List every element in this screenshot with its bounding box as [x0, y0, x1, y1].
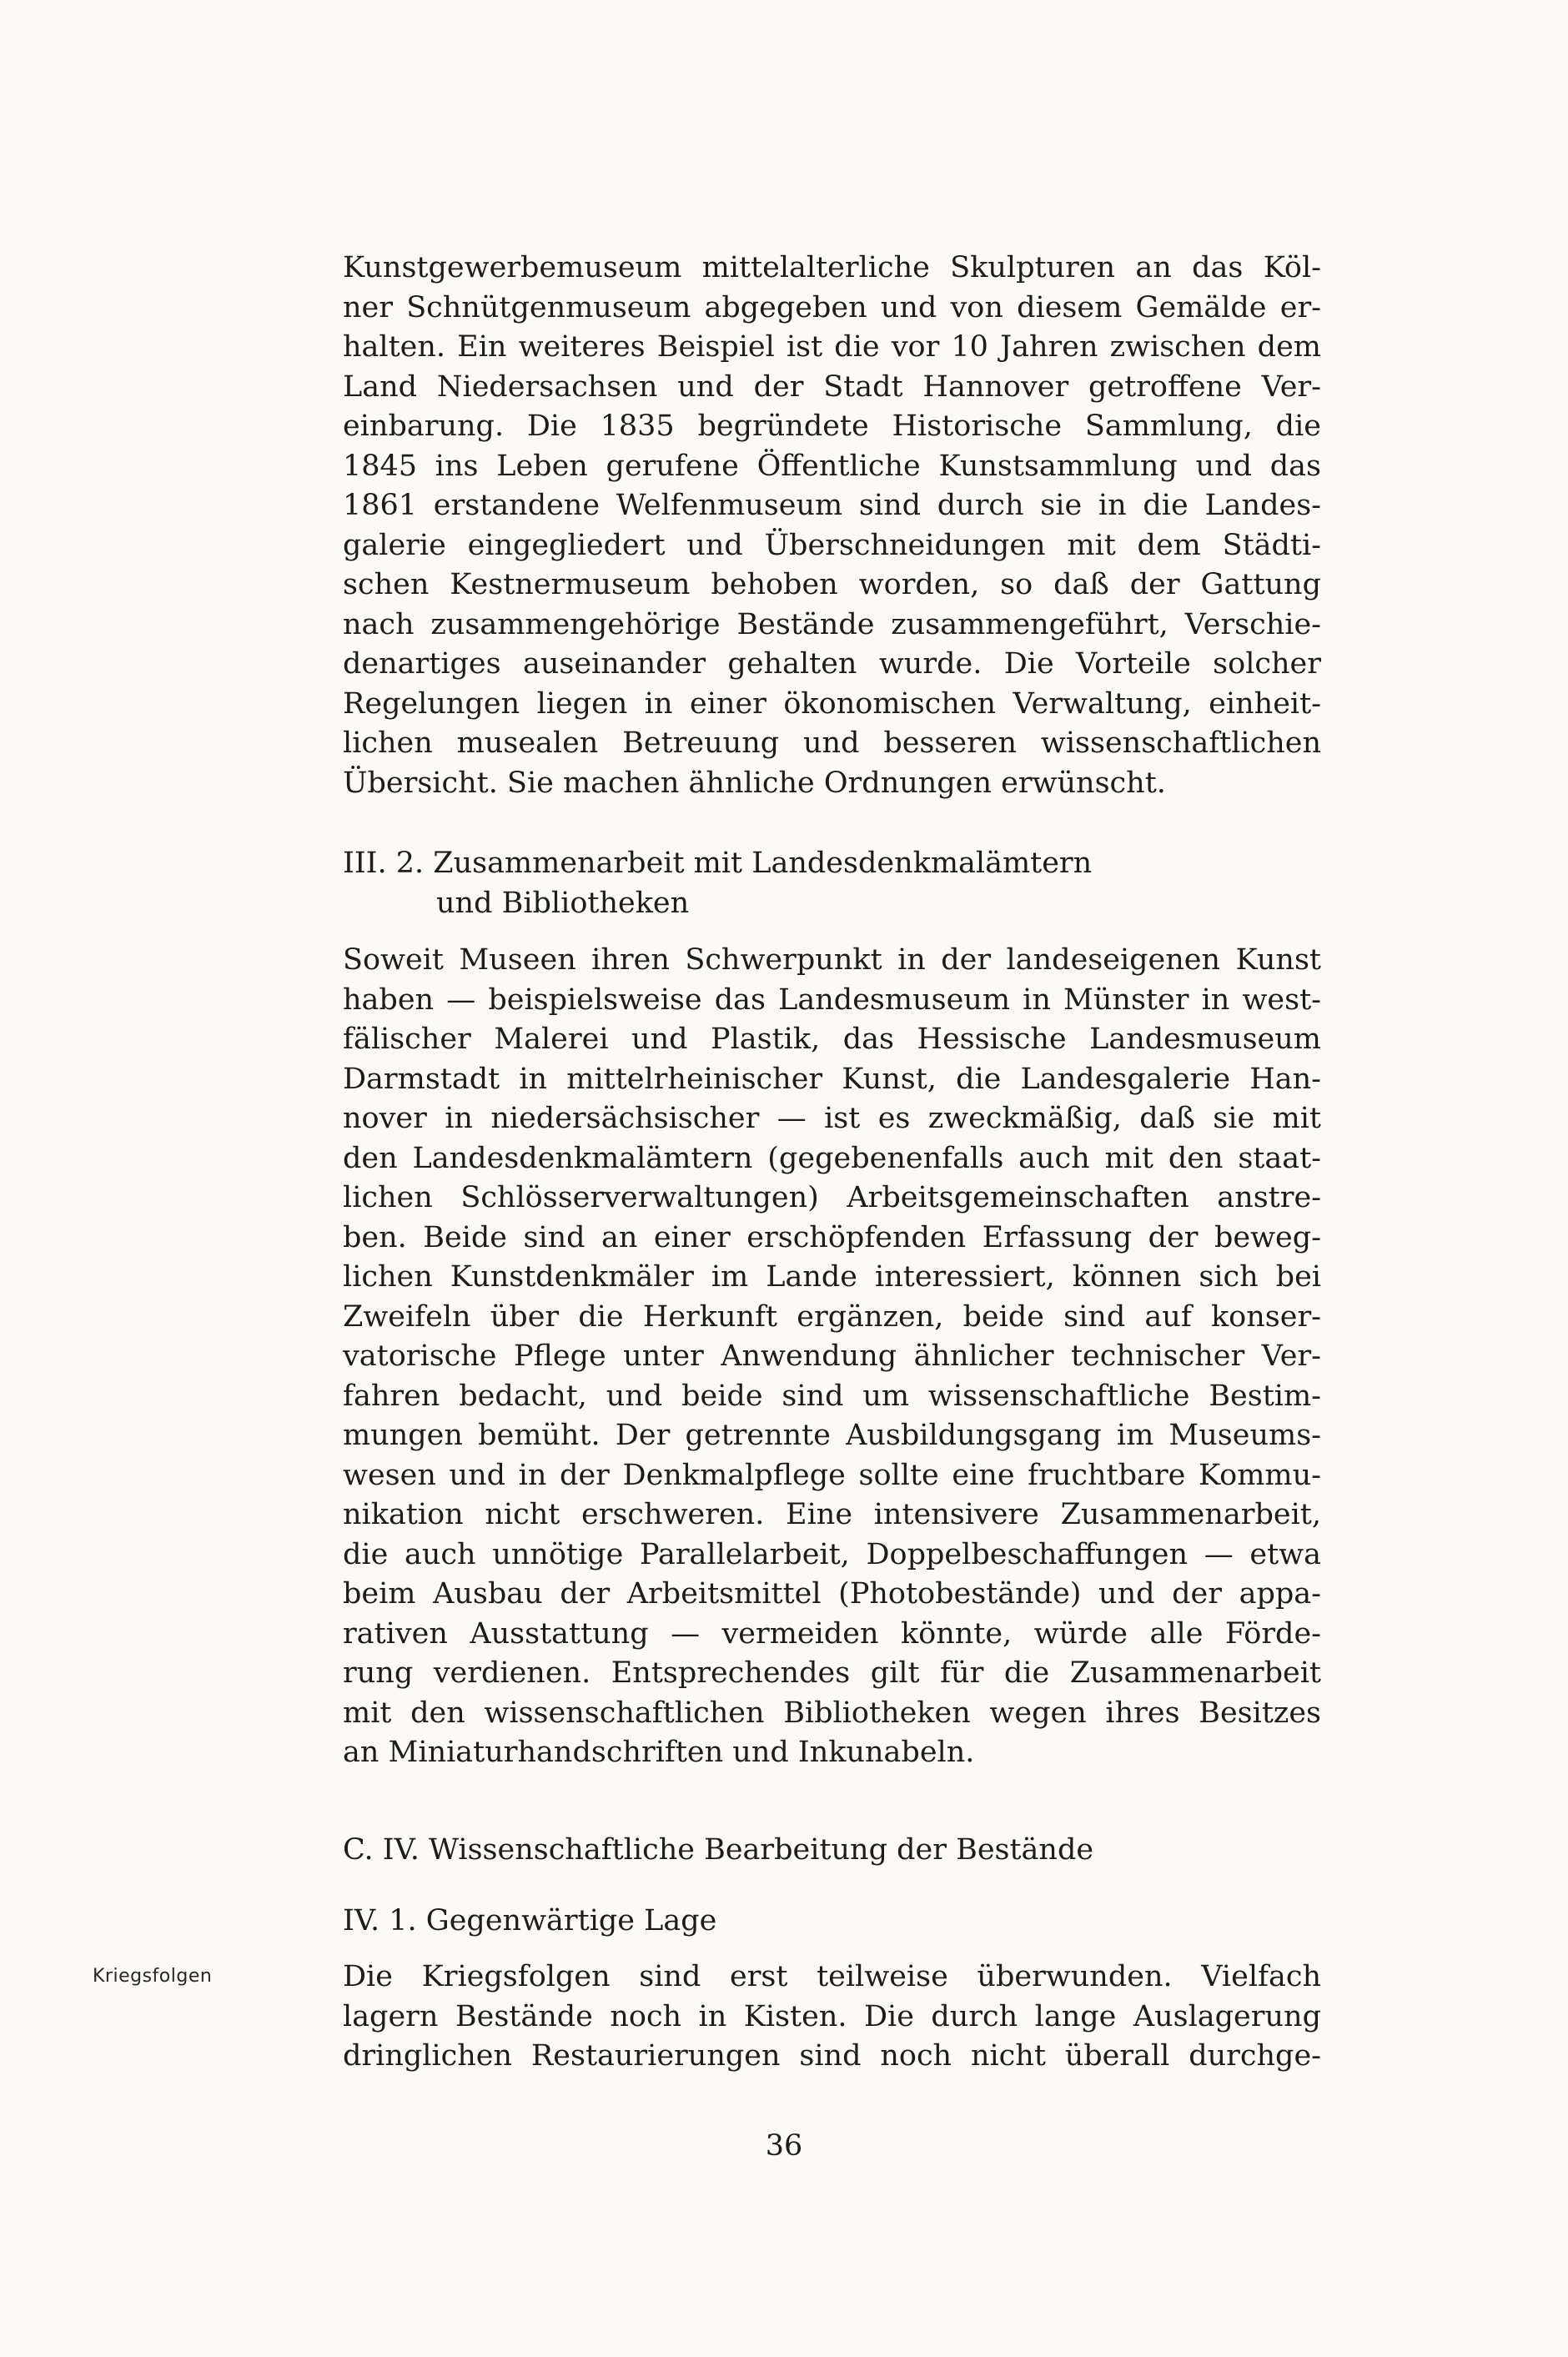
text-line: lagern Bestände noch in Kisten. Die durch lange Auslagerung — [343, 1999, 1321, 2033]
section-heading-iv-1 — [343, 1902, 716, 1942]
text-line: Kunstgewerbemuseum mittelalterliche Skulpturen an das Köl- — [343, 251, 1321, 284]
text-line: fälischer Malerei und Plastik, das Hessische Landesmuseum — [343, 1023, 1321, 1056]
text-line: wesen und in der Denkmalpflege sollte eine fruchtbare Kommu- — [343, 1458, 1321, 1492]
text-line: galerie eingegliedert und Überschneidungen mit dem Städti- — [343, 528, 1321, 562]
text-line: lichen Kunstdenkmäler im Lande interessiert, können sich bei — [343, 1260, 1321, 1294]
text-line: ner Schnütgenmuseum abgegeben und von diesem Gemälde er- — [343, 290, 1321, 324]
text-line: den Landesdenkmalämtern (gegebenenfalls auch mit den staat- — [343, 1141, 1321, 1175]
text-line: an Miniaturhandschriften und Inkunabeln. — [343, 1736, 975, 1769]
text-line: vatorische Pflege unter Anwendung ähnlicher technischer Ver- — [343, 1339, 1321, 1373]
text-line: denartiges auseinander gehalten wurde. Die Vorteile solcher — [343, 647, 1321, 681]
heading-line: III. 2. Zusammenarbeit mit Landesdenkmalämtern — [343, 847, 1093, 880]
text-line: einbarung. Die 1835 begründete Historische Sammlung, die — [343, 410, 1321, 443]
text-line: schen Kestnermuseum behoben worden, so daß der Gattung — [343, 568, 1321, 601]
page-number: 36 — [765, 2129, 803, 2163]
text-line: mungen bemüht. Der getrennte Ausbildungsgang im Museums- — [343, 1419, 1321, 1452]
text-line: dringlichen Restaurierungen sind noch nicht überall durchge- — [343, 2039, 1321, 2073]
text-line: Soweit Museen ihren Schwerpunkt in der landeseigenen Kunst — [343, 943, 1321, 977]
text-line: nover in niedersächsischer — ist es zweckmäßig, daß sie mit — [343, 1102, 1321, 1135]
text-line: nikation nicht erschweren. Eine intensivere Zusammenarbeit, — [343, 1498, 1321, 1531]
text-line: Zweifeln über die Herkunft ergänzen, beide sind auf konser- — [343, 1299, 1321, 1334]
text-line: fahren bedacht, und beide sind um wissenschaftliche Bestim- — [343, 1379, 1321, 1413]
text-line: mit den wissenschaftlichen Bibliotheken wegen ihres Besitzes — [343, 1696, 1321, 1730]
text-line: 1861 erstandene Welfenmuseum sind durch sie in die Landes- — [343, 489, 1321, 522]
text-line: die auch unnötige Parallelarbeit, Doppelbeschaffungen — etwa — [343, 1537, 1321, 1571]
text-line: ben. Beide sind an einer erschöpfenden Erfassung der beweg- — [343, 1220, 1321, 1254]
section-heading-c-iv — [343, 1831, 1093, 1871]
text-line: Übersicht. Sie machen ähnliche Ordnungen erwünscht. — [343, 766, 1166, 800]
paragraph-museum-exchange — [343, 249, 1321, 803]
text-line: lichen musealen Betreuung und besseren wissenschaftlichen — [343, 726, 1321, 760]
text-line: halten. Ein weiteres Beispiel ist die vor 10 Jahren zwischen dem — [343, 330, 1321, 364]
text-line: Darmstadt in mittelrheinischer Kunst, die Landesgalerie Han- — [343, 1062, 1321, 1096]
paragraph-kriegsfolgen — [343, 1957, 1321, 2077]
text-line: Regelungen liegen in einer ökonomischen Verwaltung, einheit- — [343, 686, 1321, 721]
text-line: nach zusammengehörige Bestände zusammengeführt, Verschie- — [343, 607, 1321, 641]
text-line: haben — beispielsweise das Landesmuseum in Münster in west- — [343, 983, 1321, 1017]
heading-line: C. IV. Wissenschaftliche Bearbeitung der Bestände — [343, 1833, 1094, 1867]
paragraph-landesdenkmalaemter — [343, 941, 1321, 1773]
heading-line: und Bibliotheken — [436, 886, 690, 920]
text-line: rung verdienen. Entsprechendes gilt für die Zusammenarbeit — [343, 1656, 1321, 1690]
text-line: Die Kriegsfolgen sind erst teilweise überwunden. Vielfach — [343, 1960, 1321, 1993]
text-line: lichen Schlösserverwaltungen) Arbeitsgemeinschaften anstre- — [343, 1181, 1321, 1214]
heading-line: IV. 1. Gegenwärtige Lage — [343, 1904, 717, 1937]
text-line: rativen Ausstattung — vermeiden könnte, würde alle Förde- — [343, 1616, 1321, 1651]
text-line: Land Niedersachsen und der Stadt Hannover getroffene Ver- — [343, 369, 1321, 404]
section-heading-iii-2 — [343, 844, 1092, 923]
text-line: beim Ausbau der Arbeitsmittel (Photobestände) und der appa- — [343, 1577, 1321, 1611]
text-line: 1845 ins Leben gerufene Öffentliche Kunstsammlung und das — [343, 449, 1321, 483]
margin-note-kriegsfolgen: Kriegsfolgen — [93, 1966, 213, 1987]
